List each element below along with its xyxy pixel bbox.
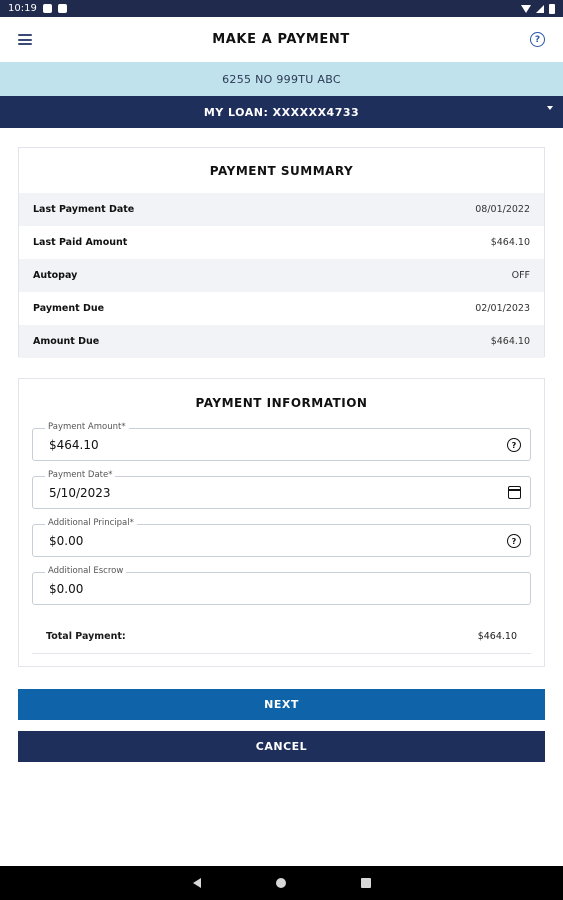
row-label: Payment Due bbox=[33, 303, 105, 314]
additional-principal-field[interactable] bbox=[32, 518, 531, 557]
field-value: 5/10/2023 bbox=[49, 485, 111, 500]
menu-icon[interactable] bbox=[18, 34, 32, 45]
home-icon[interactable] bbox=[276, 878, 286, 888]
total-value: $464.10 bbox=[477, 631, 517, 642]
calendar-icon[interactable] bbox=[508, 486, 521, 499]
row-value: $464.10 bbox=[490, 237, 530, 248]
row-label: Last Paid Amount bbox=[33, 237, 128, 248]
loan-selector[interactable] bbox=[0, 96, 563, 128]
status-time: 10:19 bbox=[8, 3, 37, 14]
field-label: Payment Amount* bbox=[45, 422, 129, 432]
info-icon[interactable]: ? bbox=[507, 438, 521, 452]
sim-icon bbox=[58, 4, 67, 13]
battery-icon bbox=[549, 4, 555, 14]
cancel-button[interactable]: CANCEL bbox=[18, 731, 545, 762]
help-icon[interactable]: ? bbox=[530, 32, 545, 47]
back-icon[interactable] bbox=[193, 878, 201, 888]
field-label: Additional Principal* bbox=[45, 518, 137, 528]
row-value: OFF bbox=[511, 270, 530, 281]
summary-row-last-payment-date bbox=[19, 193, 544, 226]
payment-date-field[interactable] bbox=[32, 470, 531, 509]
row-label: Autopay bbox=[33, 270, 78, 281]
payment-info-title: PAYMENT INFORMATION bbox=[195, 396, 368, 410]
payment-summary-card bbox=[18, 147, 545, 357]
app-bar bbox=[0, 17, 563, 62]
summary-row-autopay bbox=[19, 259, 544, 292]
next-button[interactable]: NEXT bbox=[18, 689, 545, 720]
summary-row-last-paid-amount bbox=[19, 226, 544, 259]
row-label: Last Payment Date bbox=[33, 204, 135, 215]
total-label: Total Payment: bbox=[46, 631, 126, 642]
field-value: $0.00 bbox=[49, 581, 84, 596]
loan-label: MY LOAN: XXXXXX4733 bbox=[203, 105, 360, 119]
system-nav-bar bbox=[0, 866, 563, 900]
signal-icon bbox=[536, 5, 544, 13]
summary-rows bbox=[19, 193, 544, 358]
summary-row-payment-due bbox=[19, 292, 544, 325]
total-payment-row bbox=[32, 620, 531, 654]
payment-information-card bbox=[18, 378, 545, 667]
status-right bbox=[521, 4, 555, 14]
field-label: Payment Date* bbox=[45, 470, 115, 480]
page-title: MAKE A PAYMENT bbox=[212, 32, 350, 47]
wifi-icon bbox=[521, 5, 531, 13]
summary-row-amount-due bbox=[19, 325, 544, 358]
field-value: $464.10 bbox=[49, 437, 99, 452]
row-value: 08/01/2022 bbox=[475, 204, 530, 215]
chevron-down-icon bbox=[547, 106, 553, 110]
notification-icon bbox=[43, 4, 52, 13]
recents-icon[interactable] bbox=[361, 878, 371, 888]
info-icon[interactable]: ? bbox=[507, 534, 521, 548]
status-left bbox=[8, 3, 67, 14]
summary-title: PAYMENT SUMMARY bbox=[209, 164, 354, 178]
row-label: Amount Due bbox=[33, 336, 100, 347]
property-address: 6255 NO 999TU ABC bbox=[0, 62, 563, 96]
status-bar bbox=[0, 0, 563, 17]
field-value: $0.00 bbox=[49, 533, 84, 548]
row-value: $464.10 bbox=[490, 336, 530, 347]
row-value: 02/01/2023 bbox=[475, 303, 530, 314]
payment-amount-field[interactable] bbox=[32, 422, 531, 461]
additional-escrow-field[interactable] bbox=[32, 566, 531, 605]
field-label: Additional Escrow bbox=[45, 566, 126, 576]
